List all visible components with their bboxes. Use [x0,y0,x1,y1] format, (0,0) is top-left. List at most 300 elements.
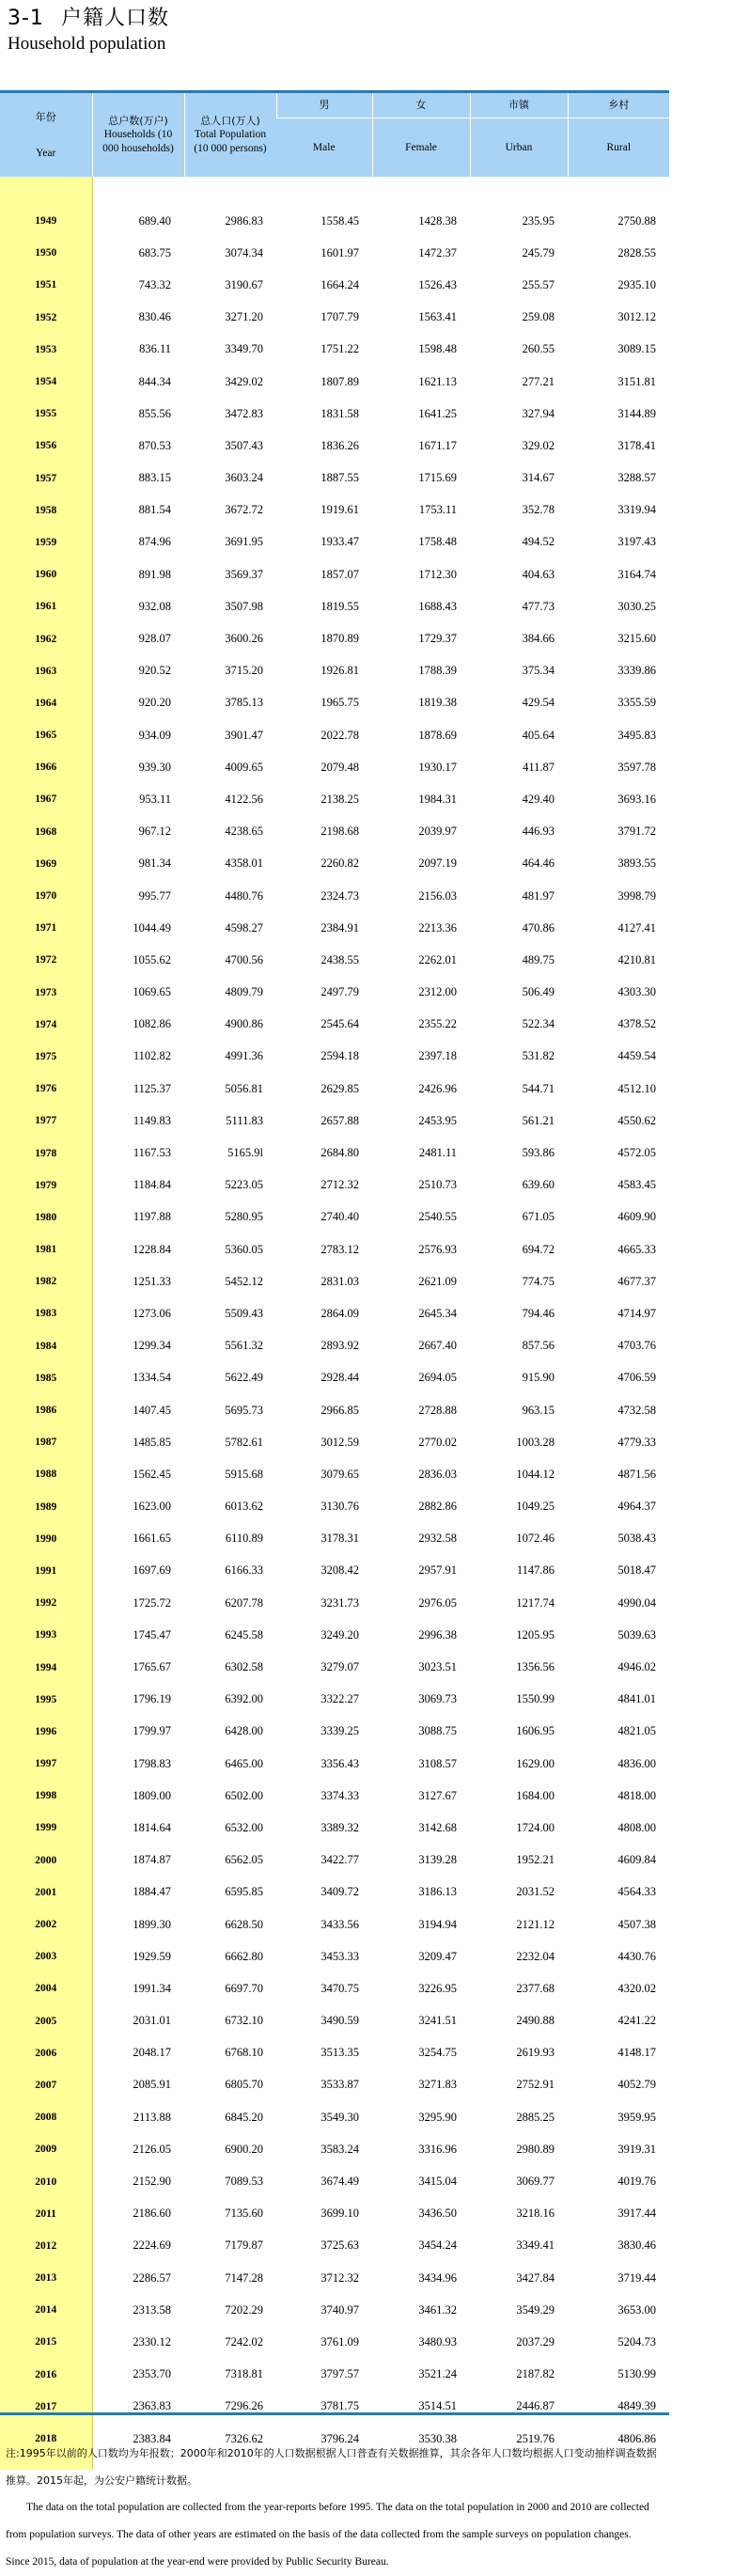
title-chinese: 户籍人口数 [60,7,169,30]
cell-rural: 3215.60 [617,632,656,646]
cell-rural: 3355.59 [617,696,656,710]
table-row [0,366,669,398]
cell-male: 3533.87 [320,2078,359,2092]
cell-total-population: 3901.47 [225,728,263,742]
cell-households: 2085.91 [133,2078,171,2092]
cell-households: 1798.83 [133,1756,171,1770]
cell-urban: 481.97 [522,888,555,903]
cell-rural: 4507.38 [617,1917,656,1931]
cell-male: 2864.09 [320,1306,359,1320]
cell-urban: 3218.16 [516,2207,555,2221]
cell-male: 1857.07 [320,567,359,581]
table-row [0,1780,669,1812]
cell-urban: 794.46 [522,1306,555,1320]
cell-rural: 4732.58 [617,1403,656,1417]
table-row [0,1330,669,1362]
cell-year: 1976 [0,1073,92,1105]
cell-male: 3178.31 [320,1531,359,1546]
cell-year: 2010 [0,2165,92,2197]
cell-urban: 561.21 [522,1113,555,1127]
cell-male: 1558.45 [320,213,359,228]
cell-year: 1981 [0,1233,92,1265]
cell-year: 1982 [0,1265,92,1297]
cell-rural: 5038.43 [617,1531,656,1546]
cell-urban: 963.15 [522,1403,555,1417]
cell-rural: 4836.00 [617,1756,656,1770]
cell-female: 2213.36 [418,920,457,935]
cell-female: 3316.96 [418,2142,457,2156]
cell-urban: 314.67 [522,471,555,485]
cell-year: 1993 [0,1619,92,1651]
cell-male: 3231.73 [320,1595,359,1610]
header-rural: Rural [568,118,669,178]
cell-male: 2629.85 [320,1081,359,1095]
cell-female: 3271.83 [418,2078,457,2092]
cell-male: 3422.77 [320,1853,359,1867]
table-row [0,398,669,430]
cell-male: 1965.75 [320,696,359,710]
cell-female: 3415.04 [418,2175,457,2189]
cell-households: 1796.19 [133,1692,171,1706]
table-row [0,1458,669,1490]
cell-male: 3549.30 [320,2110,359,2124]
cell-households: 891.98 [138,567,171,581]
cell-female: 2576.93 [418,1242,457,1256]
table-row [0,2294,669,2326]
cell-male: 3761.09 [320,2334,359,2348]
cell-households: 939.30 [138,760,171,774]
cell-total-population: 6697.70 [225,1981,263,1995]
cell-female: 3521.24 [418,2367,457,2381]
cell-female: 1729.37 [418,632,457,646]
cell-year: 2008 [0,2101,92,2133]
cell-rural: 3012.12 [617,310,656,324]
cell-urban: 3069.77 [516,2175,555,2189]
cell-urban: 260.55 [522,342,555,356]
cell-urban: 429.54 [522,696,555,710]
cell-total-population: 4009.65 [225,760,263,774]
cell-rural: 3893.55 [617,856,656,871]
cell-year: 1965 [0,719,92,751]
cell-total-population: 5223.05 [225,1178,263,1192]
cell-households: 1069.65 [133,985,171,999]
cell-year: 1953 [0,334,92,366]
cell-rural: 3919.31 [617,2142,656,2156]
cell-total-population: 4122.56 [225,792,263,806]
cell-urban: 2619.93 [516,2046,555,2060]
cell-urban: 671.05 [522,1210,555,1224]
cell-total-population: 3600.26 [225,632,263,646]
cell-urban: 429.40 [522,792,555,806]
cell-urban: 329.02 [522,438,555,452]
cell-urban: 506.49 [522,985,555,999]
table-row [0,1009,669,1041]
table-row [0,1877,669,1908]
table-row [0,495,669,526]
cell-male: 2684.80 [320,1146,359,1160]
cell-households: 1184.84 [133,1178,171,1192]
table-row [0,880,669,912]
cell-rural: 4127.41 [617,920,656,935]
cell-male: 3781.75 [320,2399,359,2413]
cell-female: 1472.37 [418,245,457,259]
cell-male: 2138.25 [320,792,359,806]
cell-female: 2426.96 [418,1081,457,1095]
table-row [0,1297,669,1329]
cell-female: 3461.32 [418,2302,457,2317]
cell-year: 1987 [0,1426,92,1458]
cell-year: 2004 [0,1972,92,2004]
cell-male: 3740.97 [320,2302,359,2317]
cell-households: 1661.65 [133,1531,171,1546]
cell-year: 1949 [0,205,92,237]
cell-households: 2048.17 [133,2046,171,2060]
table-row [0,2165,669,2197]
cell-urban: 1684.00 [516,1788,555,1802]
table-row [0,2133,669,2165]
cell-male: 1831.58 [320,406,359,420]
cell-male: 3433.56 [320,1917,359,1931]
cell-year: 1989 [0,1491,92,1523]
cell-rural: 4512.10 [617,1081,656,1095]
cell-rural: 4609.90 [617,1210,656,1224]
cell-year: 1980 [0,1202,92,1233]
cell-total-population: 7135.60 [225,2207,263,2221]
cell-male: 1933.47 [320,535,359,549]
table-row [0,1555,669,1587]
cell-year: 2013 [0,2262,92,2294]
cell-year: 1972 [0,944,92,976]
table-row [0,302,669,334]
cell-female: 3127.67 [418,1788,457,1802]
cell-female: 2039.97 [418,825,457,839]
cell-year: 2003 [0,1940,92,1972]
cell-total-population: 3603.24 [225,471,263,485]
cell-male: 1887.55 [320,471,359,485]
cell-total-population: 5622.49 [225,1371,263,1385]
cell-male: 1870.89 [320,632,359,646]
cell-households: 2126.05 [133,2142,171,2156]
cell-year: 1998 [0,1780,92,1812]
cell-female: 2645.34 [418,1306,457,1320]
cell-households: 934.09 [138,728,171,742]
table-row [0,558,669,590]
cell-total-population: 5111.83 [226,1113,263,1127]
cell-urban: 259.08 [522,310,555,324]
cell-year: 1986 [0,1394,92,1426]
cell-female: 3226.95 [418,1981,457,1995]
cell-year: 2001 [0,1877,92,1908]
cell-households: 1899.30 [133,1917,171,1931]
cell-rural: 4019.76 [617,2175,656,2189]
cell-female: 2882.86 [418,1500,457,1514]
cell-rural: 4821.05 [617,1724,656,1738]
cell-total-population: 6428.00 [225,1724,263,1738]
table-row [0,1170,669,1202]
cell-year: 2014 [0,2294,92,2326]
cell-year: 2012 [0,2230,92,2262]
cell-urban: 1205.95 [516,1627,555,1641]
cell-female: 2510.73 [418,1178,457,1192]
table-row [0,2005,669,2037]
cell-female: 3530.38 [418,2431,457,2445]
table-row [0,1491,669,1523]
cell-households: 2353.70 [133,2367,171,2381]
cell-households: 830.46 [138,310,171,324]
cell-year: 1962 [0,622,92,654]
cell-total-population: 6013.62 [225,1500,263,1514]
cell-urban: 352.78 [522,503,555,517]
cell-year: 1969 [0,848,92,880]
cell-households: 1929.59 [133,1949,171,1963]
cell-year: 2011 [0,2198,92,2230]
cell-female: 3454.24 [418,2238,457,2253]
cell-year: 1950 [0,237,92,269]
cell-female: 1621.13 [418,374,457,388]
cell-households: 1765.67 [133,1660,171,1674]
cell-year: 1977 [0,1105,92,1137]
table-row [0,1940,669,1972]
cell-households: 1273.06 [133,1306,171,1320]
cell-total-population: 6562.05 [225,1853,263,1867]
cell-households: 1809.00 [133,1788,171,1802]
cell-total-population: 4809.79 [225,985,263,999]
cell-female: 1878.69 [418,728,457,742]
cell-male: 2260.82 [320,856,359,871]
cell-female: 1671.17 [418,438,457,452]
cell-urban: 544.71 [522,1081,555,1095]
cell-households: 1197.88 [133,1210,171,1224]
table-row [0,2069,669,2101]
table-row [0,2326,669,2358]
table-row [0,655,669,687]
cell-households: 1799.97 [133,1724,171,1738]
cell-total-population: 4900.86 [225,1017,263,1031]
cell-male: 3130.76 [320,1500,359,1514]
footnotes [6,2440,744,2576]
cell-households: 1874.87 [133,1853,171,1867]
cell-year: 2006 [0,2037,92,2069]
cell-male: 2893.92 [320,1339,359,1353]
cell-total-population: 6805.70 [225,2078,263,2092]
cell-male: 1751.22 [320,342,359,356]
cell-female: 1712.30 [418,567,457,581]
cell-urban: 2885.25 [516,2110,555,2124]
cell-households: 870.53 [138,438,171,452]
cell-female: 1428.38 [418,213,457,228]
cell-households: 1044.49 [133,920,171,935]
cell-urban: 1356.56 [516,1660,555,1674]
table-row [0,816,669,848]
cell-year: 1974 [0,1009,92,1041]
cell-rural: 4714.97 [617,1306,656,1320]
cell-total-population: 6245.58 [225,1627,263,1641]
table-row [0,334,669,366]
cell-rural: 4964.37 [617,1500,656,1514]
cell-urban: 477.73 [522,599,555,613]
cell-female: 2932.58 [418,1531,457,1546]
cell-female: 1753.11 [418,503,457,517]
cell-female: 1930.17 [418,760,457,774]
cell-year: 1958 [0,495,92,526]
cell-households: 836.11 [139,342,171,356]
table-row [0,848,669,880]
table-number: 3-1 [8,7,44,30]
cell-female: 3139.28 [418,1853,457,1867]
cell-total-population: 6110.89 [225,1531,263,1546]
cell-male: 3339.25 [320,1724,359,1738]
cell-male: 2022.78 [320,728,359,742]
header-households: 总户数(万户) Households (10 000 households) [92,93,184,177]
cell-total-population: 7296.26 [225,2399,263,2413]
cell-female: 2262.01 [418,952,457,966]
cell-rural: 4550.62 [617,1113,656,1127]
cell-male: 1819.55 [320,599,359,613]
cell-urban: 1049.25 [516,1500,555,1514]
cell-female: 2481.11 [418,1146,457,1160]
table-row [0,1812,669,1844]
cell-total-population: 6166.33 [225,1563,263,1578]
cell-rural: 4303.30 [617,985,656,999]
cell-urban: 2377.68 [516,1981,555,1995]
cell-male: 3796.24 [320,2431,359,2445]
table-row [0,622,669,654]
table-row [0,1748,669,1780]
cell-female: 3241.51 [418,2014,457,2028]
cell-year: 1992 [0,1587,92,1619]
cell-urban: 915.90 [522,1371,555,1385]
table-row [0,912,669,944]
table-row [0,719,669,751]
cell-total-population: 7179.87 [225,2238,263,2253]
cell-female: 3108.57 [418,1756,457,1770]
cell-urban: 375.34 [522,664,555,678]
cell-households: 928.07 [138,632,171,646]
table-row [0,590,669,622]
cell-households: 1228.84 [133,1242,171,1256]
table-row [0,1908,669,1940]
cell-households: 1082.86 [133,1017,171,1031]
cell-rural: 4320.02 [617,1981,656,1995]
cell-year: 1959 [0,526,92,558]
table-row [0,751,669,783]
cell-male: 3674.49 [320,2175,359,2189]
cell-total-population: 6532.00 [225,1820,263,1834]
table-row [0,1523,669,1555]
cell-female: 1598.48 [418,342,457,356]
cell-total-population: 3271.20 [225,310,263,324]
table-row [0,1845,669,1877]
cell-total-population: 3429.02 [225,374,263,388]
cell-female: 3434.96 [418,2270,457,2285]
cell-urban: 3427.84 [516,2270,555,2285]
cell-urban: 2980.89 [516,2142,555,2156]
cell-rural: 4430.76 [617,1949,656,1963]
cell-households: 844.34 [138,374,171,388]
table-row [0,269,669,301]
cell-urban: 405.64 [522,728,555,742]
cell-total-population: 6595.85 [225,1885,263,1899]
cell-female: 3514.51 [418,2399,457,2413]
cell-male: 2079.48 [320,760,359,774]
cell-urban: 2490.88 [516,2014,555,2028]
cell-rural: 4665.33 [617,1242,656,1256]
table-row [0,783,669,815]
cell-year: 1975 [0,1041,92,1073]
cell-urban: 2031.52 [516,1885,555,1899]
cell-urban: 774.75 [522,1274,555,1288]
cell-rural: 4241.22 [617,2014,656,2028]
cell-households: 1055.62 [133,952,171,966]
cell-rural: 3791.72 [617,825,656,839]
cell-total-population: 3349.70 [225,342,263,356]
cell-rural: 3151.81 [617,374,656,388]
cell-year: 1968 [0,816,92,848]
cell-urban: 494.52 [522,535,555,549]
cell-rural: 4818.00 [617,1788,656,1802]
cell-total-population: 7147.28 [225,2270,263,2285]
cell-households: 1991.34 [133,1981,171,1995]
cell-female: 1715.69 [418,471,457,485]
bottom-rule [0,2412,669,2415]
cell-households: 1251.33 [133,1274,171,1288]
cell-male: 3725.63 [320,2238,359,2253]
cell-total-population: 6302.58 [225,1660,263,1674]
cell-rural: 4378.52 [617,1017,656,1031]
table-row [0,687,669,719]
cell-rural: 3144.89 [617,406,656,420]
cell-households: 1167.53 [133,1146,171,1160]
cell-female: 2836.03 [418,1467,457,1481]
cell-total-population: 6900.20 [225,2142,263,2156]
cell-total-population: 3672.72 [225,503,263,517]
table-row [0,1394,669,1426]
cell-male: 3374.33 [320,1788,359,1802]
table-row [0,1073,669,1105]
cell-urban: 2121.12 [516,1917,555,1931]
cell-female: 1641.25 [418,406,457,420]
cell-total-population: 7326.62 [225,2431,263,2445]
cell-households: 932.08 [138,599,171,613]
cell-households: 1814.64 [133,1820,171,1834]
cell-rural: 3719.44 [617,2270,656,2285]
cell-total-population: 7202.29 [225,2302,263,2317]
cell-urban: 3349.41 [516,2238,555,2253]
cell-urban: 235.95 [522,213,555,228]
cell-total-population: 6207.78 [225,1595,263,1610]
cell-year: 2005 [0,2005,92,2037]
cell-female: 2621.09 [418,1274,457,1288]
cell-rural: 3089.15 [617,342,656,356]
cell-rural: 3178.41 [617,438,656,452]
cell-urban: 255.57 [522,277,555,291]
cell-year: 1956 [0,430,92,462]
cell-year: 1983 [0,1297,92,1329]
cell-male: 3389.32 [320,1820,359,1834]
table-row [0,2262,669,2294]
cell-male: 3012.59 [320,1435,359,1449]
table-row [0,1426,669,1458]
cell-year: 1951 [0,269,92,301]
cell-rural: 3197.43 [617,535,656,549]
cell-households: 2286.57 [133,2270,171,2285]
cell-urban: 411.87 [523,760,555,774]
cell-total-population: 6662.80 [225,1949,263,1963]
cell-urban: 694.72 [522,1242,555,1256]
cell-female: 2770.02 [418,1435,457,1449]
note-en-line-3: Since 2015, data of population at the year-end were provided by Public Security Bureau. [6,2556,389,2568]
cell-households: 2224.69 [133,2238,171,2253]
